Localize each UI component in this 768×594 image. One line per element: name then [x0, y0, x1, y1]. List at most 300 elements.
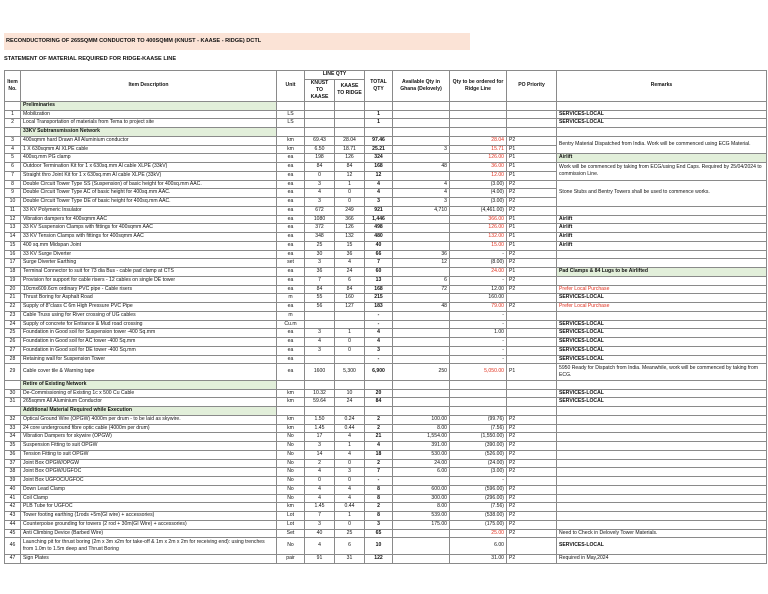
qty-total: 480	[365, 233, 393, 242]
po-priority	[507, 119, 557, 128]
qty-knust-kaase: 0	[305, 477, 335, 486]
item-unit: pair	[277, 554, 305, 563]
item-unit: No	[277, 477, 305, 486]
po-priority: P2	[507, 303, 557, 312]
item-no: 26	[5, 338, 21, 347]
item-no: 7	[5, 171, 21, 180]
item-unit: ea	[277, 346, 305, 355]
qty-available: 175.00	[393, 520, 450, 529]
qty-kaase-ridge: 160	[335, 294, 365, 303]
qty-total: -	[365, 355, 393, 364]
qty-total: -	[365, 477, 393, 486]
header-po-priority: PO Priority	[507, 71, 557, 102]
qty-kaase-ridge: 249	[335, 206, 365, 215]
item-no: 27	[5, 346, 21, 355]
qty-total: 4	[365, 442, 393, 451]
table-row	[5, 424, 767, 433]
qty-available	[393, 154, 450, 163]
section-title: Retire of Existing Network	[21, 380, 277, 389]
qty-kaase-ridge: 4	[335, 259, 365, 268]
qty-knust-kaase: 84	[305, 163, 335, 172]
section-spacer	[5, 407, 21, 416]
item-no: 44	[5, 520, 21, 529]
qty-knust-kaase: 3	[305, 180, 335, 189]
item-description: Cable cover tile & Warning tape	[21, 364, 277, 381]
qty-kaase-ridge: 0.44	[335, 503, 365, 512]
qty-knust-kaase: 1.45	[305, 503, 335, 512]
table-row	[5, 224, 767, 233]
qty-to-order: 12.00	[450, 171, 507, 180]
item-description: Retaining wall for Suspension Tower	[21, 355, 277, 364]
item-no: 31	[5, 398, 21, 407]
qty-knust-kaase: 4	[305, 494, 335, 503]
item-description: Joint Box OPGW/UGFOC	[21, 468, 277, 477]
qty-kaase-ridge: 6	[335, 276, 365, 285]
qty-kaase-ridge: 3	[335, 468, 365, 477]
remark	[557, 276, 767, 285]
remark: Need to Check in Delovely Tower Materials.	[557, 529, 767, 538]
qty-to-order: 132.00	[450, 233, 507, 242]
qty-total: -	[365, 311, 393, 320]
qty-to-order: 79.00	[450, 303, 507, 312]
qty-knust-kaase: 3	[305, 329, 335, 338]
remark	[557, 442, 767, 451]
qty-kaase-ridge: 24	[335, 268, 365, 277]
header-knust-kaase: KNUST TO KAASE	[305, 79, 335, 101]
item-no: 12	[5, 215, 21, 224]
item-no: 34	[5, 433, 21, 442]
section-row	[5, 380, 767, 389]
qty-total: 10	[365, 538, 393, 555]
item-no: 9	[5, 189, 21, 198]
qty-knust-kaase: 4	[305, 189, 335, 198]
item-unit: ea	[277, 163, 305, 172]
qty-knust-kaase: 348	[305, 233, 335, 242]
item-unit: ea	[277, 268, 305, 277]
po-priority	[507, 389, 557, 398]
remark	[557, 206, 767, 215]
po-priority: P2	[507, 459, 557, 468]
qty-available: 12	[393, 259, 450, 268]
item-description: Local Transportation of materials from Tema to project site	[21, 119, 277, 128]
qty-kaase-ridge: 0	[335, 459, 365, 468]
qty-total: 4	[365, 338, 393, 347]
qty-available	[393, 320, 450, 329]
item-description: Mobilization	[21, 110, 277, 119]
qty-kaase-ridge: 4	[335, 450, 365, 459]
qty-total: 60	[365, 268, 393, 277]
item-unit: No	[277, 485, 305, 494]
table-row	[5, 259, 767, 268]
item-description: Double Circuit Tower Type SS (Suspension) of basic height for 400sq.mm AAC.	[21, 180, 277, 189]
qty-knust-kaase: 17	[305, 433, 335, 442]
item-no: 21	[5, 294, 21, 303]
item-no: 37	[5, 459, 21, 468]
section-spacer	[507, 380, 557, 389]
qty-total: 2	[365, 424, 393, 433]
qty-total: 6,900	[365, 364, 393, 381]
qty-knust-kaase: 7	[305, 276, 335, 285]
qty-total: 2	[365, 503, 393, 512]
qty-available	[393, 311, 450, 320]
qty-to-order: (526.00)	[450, 450, 507, 459]
qty-total: 8	[365, 494, 393, 503]
qty-to-order	[450, 398, 507, 407]
item-description: Coil Clamp	[21, 494, 277, 503]
item-description: Thrust Boring for Asphalt Road	[21, 294, 277, 303]
qty-kaase-ridge: 25	[335, 529, 365, 538]
po-priority	[507, 311, 557, 320]
qty-to-order: 28.04	[450, 136, 507, 145]
item-no: 2	[5, 119, 21, 128]
item-no: 13	[5, 224, 21, 233]
qty-knust-kaase: 55	[305, 294, 335, 303]
qty-available	[393, 171, 450, 180]
qty-total: 3	[365, 346, 393, 355]
po-priority: P2	[507, 259, 557, 268]
item-unit: ea	[277, 250, 305, 259]
section-title: Additional Material Required while Execution	[21, 407, 277, 416]
qty-available	[393, 538, 450, 555]
item-no: 30	[5, 389, 21, 398]
item-no: 46	[5, 538, 21, 555]
item-description: 1 X 630sqmm Al XLPE cable	[21, 145, 277, 154]
qty-available: 6	[393, 276, 450, 285]
qty-kaase-ridge: 0	[335, 338, 365, 347]
qty-available: 100.00	[393, 415, 450, 424]
qty-to-order: 36.00	[450, 163, 507, 172]
qty-available	[393, 398, 450, 407]
po-priority: P1	[507, 233, 557, 242]
qty-to-order: 126.00	[450, 224, 507, 233]
item-description: Outdoor Termination Kit for 1 x 630sq.mm Al cable XLPE (33kV)	[21, 163, 277, 172]
po-priority: P1	[507, 154, 557, 163]
item-unit: km	[277, 415, 305, 424]
remark: SERVICES-LOCAL	[557, 329, 767, 338]
po-priority: P2	[507, 520, 557, 529]
item-description: Counterpoise grounding for towers (2 rod + 30m(GI Wire) + accessories)	[21, 520, 277, 529]
qty-kaase-ridge: 12	[335, 171, 365, 180]
item-description: 400 sq.mm Midspan Joint	[21, 241, 277, 250]
po-priority: P2	[507, 276, 557, 285]
table-row	[5, 398, 767, 407]
qty-knust-kaase: 2	[305, 459, 335, 468]
item-description: De-Commissioning of Existing 1c x 500 Cu Cable	[21, 389, 277, 398]
section-spacer	[557, 407, 767, 416]
remark	[557, 485, 767, 494]
qty-available: 1,554.00	[393, 433, 450, 442]
item-no: 36	[5, 450, 21, 459]
po-priority	[507, 355, 557, 364]
table-row	[5, 163, 767, 172]
item-description: 24 core underground fibre optic cable (4000m per drum)	[21, 424, 277, 433]
table-row	[5, 180, 767, 189]
table-row	[5, 119, 767, 128]
remark	[557, 250, 767, 259]
section-spacer	[557, 128, 767, 137]
table-row	[5, 389, 767, 398]
qty-to-order	[450, 119, 507, 128]
section-spacer	[277, 128, 305, 137]
po-priority	[507, 477, 557, 486]
qty-to-order: -	[450, 355, 507, 364]
item-unit: set	[277, 259, 305, 268]
item-unit: km	[277, 389, 305, 398]
header-unit: Unit	[277, 71, 305, 102]
qty-available: 300.00	[393, 494, 450, 503]
table-row	[5, 364, 767, 381]
qty-kaase-ridge	[335, 119, 365, 128]
item-description: 10cmx609.6cm ordinary PVC pipe - Cable risers	[21, 285, 277, 294]
qty-total: 498	[365, 224, 393, 233]
remark: Work will be commenced by taking from ECG/using End Caps. Required by 25/04/2024 to commission Line.	[557, 163, 767, 181]
qty-knust-kaase: 672	[305, 206, 335, 215]
po-priority: P2	[507, 250, 557, 259]
po-priority: P2	[507, 206, 557, 215]
qty-to-order: -	[450, 346, 507, 355]
item-unit: No	[277, 433, 305, 442]
table-row	[5, 233, 767, 242]
qty-kaase-ridge: 0	[335, 198, 365, 207]
item-description: Optical Ground Wire (OPGW) 4000m per drum - to be laid as skywire.	[21, 415, 277, 424]
table-row	[5, 415, 767, 424]
qty-available	[393, 355, 450, 364]
qty-available	[393, 554, 450, 563]
header-remarks: Remarks	[557, 71, 767, 102]
remark: SERVICES-LOCAL	[557, 110, 767, 119]
qty-kaase-ridge: 84	[335, 285, 365, 294]
section-spacer	[335, 380, 365, 389]
item-no: 33	[5, 424, 21, 433]
table-row	[5, 320, 767, 329]
item-unit: Lot	[277, 520, 305, 529]
item-no: 32	[5, 415, 21, 424]
table-row	[5, 215, 767, 224]
table-row	[5, 503, 767, 512]
qty-available	[393, 233, 450, 242]
qty-knust-kaase: 1.50	[305, 415, 335, 424]
qty-to-order: (4.00)	[450, 189, 507, 198]
po-priority	[507, 538, 557, 555]
remark	[557, 512, 767, 521]
qty-knust-kaase: 40	[305, 529, 335, 538]
item-no: 14	[5, 233, 21, 242]
po-priority	[507, 346, 557, 355]
item-description: Cable Truss using for River crossing of UG cables	[21, 311, 277, 320]
po-priority: P2	[507, 494, 557, 503]
qty-knust-kaase	[305, 110, 335, 119]
item-no: 35	[5, 442, 21, 451]
qty-to-order: 1.00	[450, 329, 507, 338]
item-unit: ea	[277, 364, 305, 381]
po-priority: P2	[507, 503, 557, 512]
qty-kaase-ridge: 15	[335, 241, 365, 250]
section-spacer	[393, 407, 450, 416]
qty-total: 168	[365, 285, 393, 294]
table-row	[5, 442, 767, 451]
item-description: Double Circuit Tower Type DE of basic height for 400sq.mm AAC.	[21, 198, 277, 207]
item-unit: km	[277, 398, 305, 407]
item-no: 24	[5, 320, 21, 329]
section-spacer	[450, 128, 507, 137]
remark: Prefer Local Purchase	[557, 285, 767, 294]
po-priority: P2	[507, 285, 557, 294]
po-priority: P2	[507, 180, 557, 189]
qty-kaase-ridge: 5,300	[335, 364, 365, 381]
section-spacer	[507, 407, 557, 416]
po-priority: P2	[507, 529, 557, 538]
header-description: Item Description	[21, 71, 277, 102]
table-row	[5, 268, 767, 277]
section-spacer	[365, 407, 393, 416]
qty-available: 24.00	[393, 459, 450, 468]
qty-to-order: -	[450, 338, 507, 347]
section-spacer	[305, 407, 335, 416]
qty-knust-kaase: 4	[305, 468, 335, 477]
qty-knust-kaase: 4	[305, 338, 335, 347]
item-description: Tension Fitting to suit OPGW	[21, 450, 277, 459]
qty-available	[393, 338, 450, 347]
item-description: Tower footing earthing (1rods +5m(GI wire) + accessories)	[21, 512, 277, 521]
remark	[557, 459, 767, 468]
table-row	[5, 538, 767, 555]
qty-total: 921	[365, 206, 393, 215]
item-unit: LS	[277, 119, 305, 128]
po-priority: P2	[507, 198, 557, 207]
qty-knust-kaase: 4	[305, 485, 335, 494]
qty-to-order: (99.76)	[450, 415, 507, 424]
header-total-qty: TOTAL QTY	[365, 71, 393, 102]
qty-total: 8	[365, 512, 393, 521]
remark	[557, 468, 767, 477]
item-no: 3	[5, 136, 21, 145]
qty-knust-kaase: 1600	[305, 364, 335, 381]
qty-to-order: 12.00	[450, 285, 507, 294]
qty-knust-kaase: 3	[305, 346, 335, 355]
qty-to-order: 366.00	[450, 215, 507, 224]
item-description: 400sqmm hard Drawn All Aluminium conductor	[21, 136, 277, 145]
item-description: 33 KV Tension Clamps with fittings for 400sqmm AAC	[21, 233, 277, 242]
po-priority: P2	[507, 554, 557, 563]
remark: SERVICES-LOCAL	[557, 355, 767, 364]
item-no: 22	[5, 303, 21, 312]
qty-available	[393, 294, 450, 303]
remark: SERVICES-LOCAL	[557, 119, 767, 128]
qty-to-order: 6.00	[450, 538, 507, 555]
qty-available: 3	[393, 145, 450, 154]
item-no: 43	[5, 512, 21, 521]
header-available-qty: Available Qty in Ghana (Delovely)	[393, 71, 450, 102]
qty-total: 7	[365, 468, 393, 477]
qty-total: 215	[365, 294, 393, 303]
qty-kaase-ridge: 366	[335, 215, 365, 224]
qty-knust-kaase: 198	[305, 154, 335, 163]
qty-total: 21	[365, 433, 393, 442]
remark: Required in May,2024	[557, 554, 767, 563]
qty-kaase-ridge: 6	[335, 538, 365, 555]
qty-available	[393, 136, 450, 145]
item-unit: No	[277, 538, 305, 555]
po-priority: P2	[507, 189, 557, 198]
qty-to-order: (3.00)	[450, 468, 507, 477]
item-unit: ea	[277, 206, 305, 215]
remark: Pad Clamps & 84 Lugs to be Airlifted	[557, 268, 767, 277]
qty-to-order: 15.00	[450, 241, 507, 250]
section-spacer	[305, 128, 335, 137]
table-row	[5, 494, 767, 503]
item-unit: No	[277, 494, 305, 503]
po-priority	[507, 329, 557, 338]
qty-kaase-ridge: 10	[335, 389, 365, 398]
qty-knust-kaase: 30	[305, 250, 335, 259]
table-row	[5, 206, 767, 215]
qty-total: 2	[365, 415, 393, 424]
section-spacer	[305, 380, 335, 389]
remark: Airlift	[557, 233, 767, 242]
qty-to-order: 160.00	[450, 294, 507, 303]
qty-available: 36	[393, 250, 450, 259]
table-row	[5, 346, 767, 355]
item-description: Supply of 8"class C 6m High Pressure PVC Pipe	[21, 303, 277, 312]
qty-knust-kaase: 7	[305, 512, 335, 521]
item-no: 39	[5, 477, 21, 486]
section-row	[5, 407, 767, 416]
table-row	[5, 459, 767, 468]
table-row	[5, 329, 767, 338]
qty-available	[393, 224, 450, 233]
qty-total: 4	[365, 329, 393, 338]
qty-available: 48	[393, 163, 450, 172]
item-unit: ea	[277, 285, 305, 294]
qty-knust-kaase: 59.64	[305, 398, 335, 407]
qty-knust-kaase: 3	[305, 259, 335, 268]
item-no: 20	[5, 285, 21, 294]
qty-kaase-ridge: 127	[335, 303, 365, 312]
item-no: 25	[5, 329, 21, 338]
qty-available: 8.00	[393, 503, 450, 512]
po-priority	[507, 110, 557, 119]
qty-kaase-ridge: 0	[335, 189, 365, 198]
section-spacer	[365, 380, 393, 389]
table-row	[5, 468, 767, 477]
table-row	[5, 250, 767, 259]
item-unit: Set	[277, 529, 305, 538]
item-no: 11	[5, 206, 21, 215]
item-unit: ea	[277, 180, 305, 189]
qty-to-order: (7.56)	[450, 424, 507, 433]
qty-available: 6.00	[393, 468, 450, 477]
qty-kaase-ridge: 28.04	[335, 136, 365, 145]
qty-to-order: (538.00)	[450, 512, 507, 521]
qty-available	[393, 329, 450, 338]
qty-to-order: (1,550.00)	[450, 433, 507, 442]
item-description: Launching pit for thrust boring (2m x 3m x2m for take-off & 1m x 2m x 2m for receiving end): using trenches from 1.0m to 1.5m deep and Thrust Boring	[21, 538, 277, 555]
section-spacer	[365, 128, 393, 137]
qty-to-order: (24.00)	[450, 459, 507, 468]
qty-to-order: -	[450, 311, 507, 320]
item-no: 1	[5, 110, 21, 119]
po-priority	[507, 320, 557, 329]
item-unit: m	[277, 311, 305, 320]
po-priority: P1	[507, 171, 557, 180]
remark: SERVICES-LOCAL	[557, 320, 767, 329]
section-spacer	[277, 407, 305, 416]
qty-kaase-ridge: 132	[335, 233, 365, 242]
qty-total: 12	[365, 171, 393, 180]
remark: Stone Stubs and Bentry Towers shall be used to commence works.	[557, 180, 767, 206]
qty-knust-kaase: 91	[305, 554, 335, 563]
table-row	[5, 285, 767, 294]
